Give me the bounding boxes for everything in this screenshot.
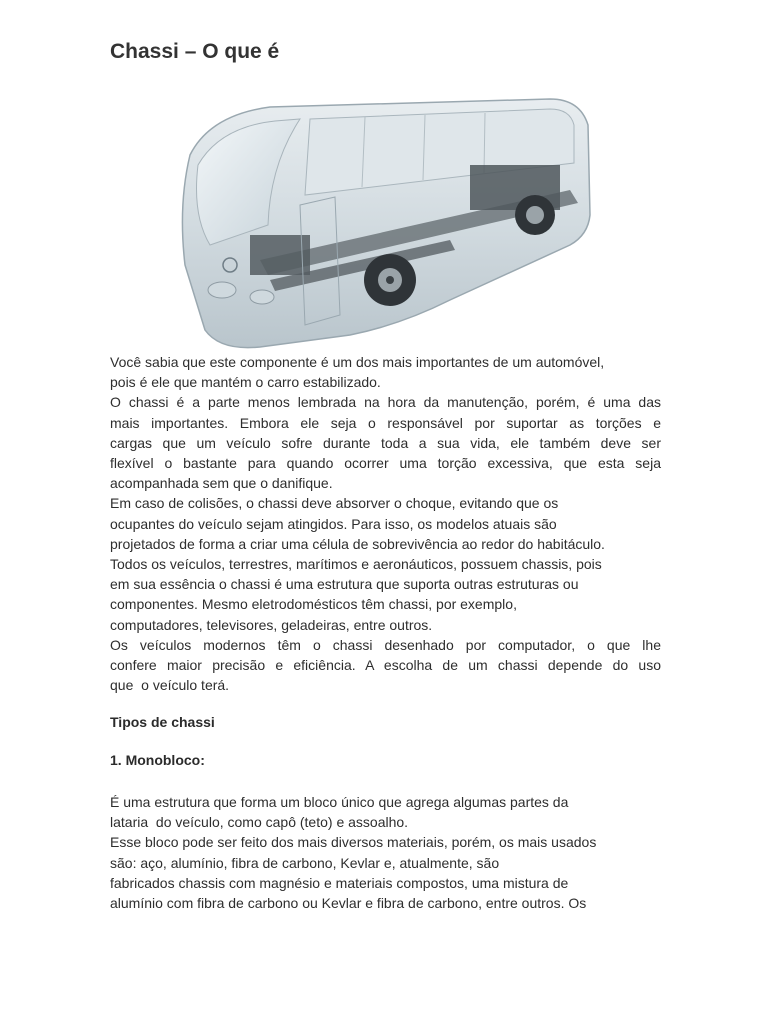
- text-line: em sua essência o chassi é uma estrutura que suporta outras estruturas ou: [110, 576, 579, 593]
- text-line: computadores, televisores, geladeiras, entre outros.: [110, 616, 433, 633]
- paragraph: [110, 792, 661, 832]
- intro-text: [110, 352, 661, 695]
- section-heading: Tipos de chassi: [110, 714, 215, 730]
- text-line: componentes. Mesmo eletrodomésticos têm chassi, por exemplo,: [110, 596, 517, 613]
- paragraph: [110, 554, 661, 635]
- text-line: fabricados chassis com magnésio e materiais compostos, uma mistura de: [110, 874, 569, 891]
- text-line: pois é ele que mantém o carro estabilizado.: [110, 374, 381, 391]
- text-line: são: aço, alumínio, fibra de carbono, Kevlar e, atualmente, são: [110, 854, 500, 871]
- text-line: flexível o bastante para quando ocorrer uma torção excessiva, que esta seja: [110, 455, 661, 472]
- paragraph: [110, 493, 661, 554]
- text-line: É uma estrutura que forma um bloco único que agrega algumas partes da: [110, 794, 569, 810]
- text-line: que o veículo terá.: [110, 677, 230, 694]
- paragraph: [110, 352, 661, 392]
- text-line: Os veículos modernos têm o chassi desenhado por computador, o que lhe: [110, 636, 661, 653]
- text-line: ocupantes do veículo sejam atingidos. Para isso, os modelos atuais são: [110, 515, 557, 532]
- paragraph: [110, 392, 661, 493]
- monobloco-text: [110, 792, 661, 913]
- subsection-heading: 1. Monobloco:: [110, 752, 205, 768]
- text-line: O chassi é a parte menos lembrada na hora da manutenção, porém, é uma das: [110, 394, 661, 411]
- bus-chassis-illustration: [150, 85, 620, 353]
- page-title: Chassi – O que é: [110, 40, 280, 63]
- text-line: confere maior precisão e eficiência. A escolha de um chassi depende do uso: [110, 657, 661, 674]
- text-line: cargas que um veículo sofre durante toda a sua vida, ele também deve ser: [110, 434, 661, 451]
- text-line: mais importantes. Embora ele seja o responsável por suportar as torções e: [110, 414, 661, 431]
- text-line: alumínio com fibra de carbono ou Kevlar e fibra de carbono, entre outros. Os: [110, 895, 587, 912]
- paragraph: [110, 635, 661, 696]
- text-line: projetados de forma a criar uma célula de sobrevivência ao redor do habitáculo.: [110, 535, 605, 552]
- text-line: Todos os veículos, terrestres, marítimos e aeronáuticos, possuem chassis, pois: [110, 556, 602, 573]
- text-line: lataria do veículo, como capô (teto) e assoalho.: [110, 814, 409, 831]
- paragraph: [110, 832, 661, 913]
- text-line: acompanhada sem que o danifique.: [110, 475, 333, 492]
- text-line: Em caso de colisões, o chassi deve absorver o choque, evitando que os: [110, 495, 559, 512]
- text-line: Esse bloco pode ser feito dos mais diversos materiais, porém, os mais usados: [110, 834, 597, 851]
- text-line: Você sabia que este componente é um dos mais importantes de um automóvel,: [110, 354, 605, 370]
